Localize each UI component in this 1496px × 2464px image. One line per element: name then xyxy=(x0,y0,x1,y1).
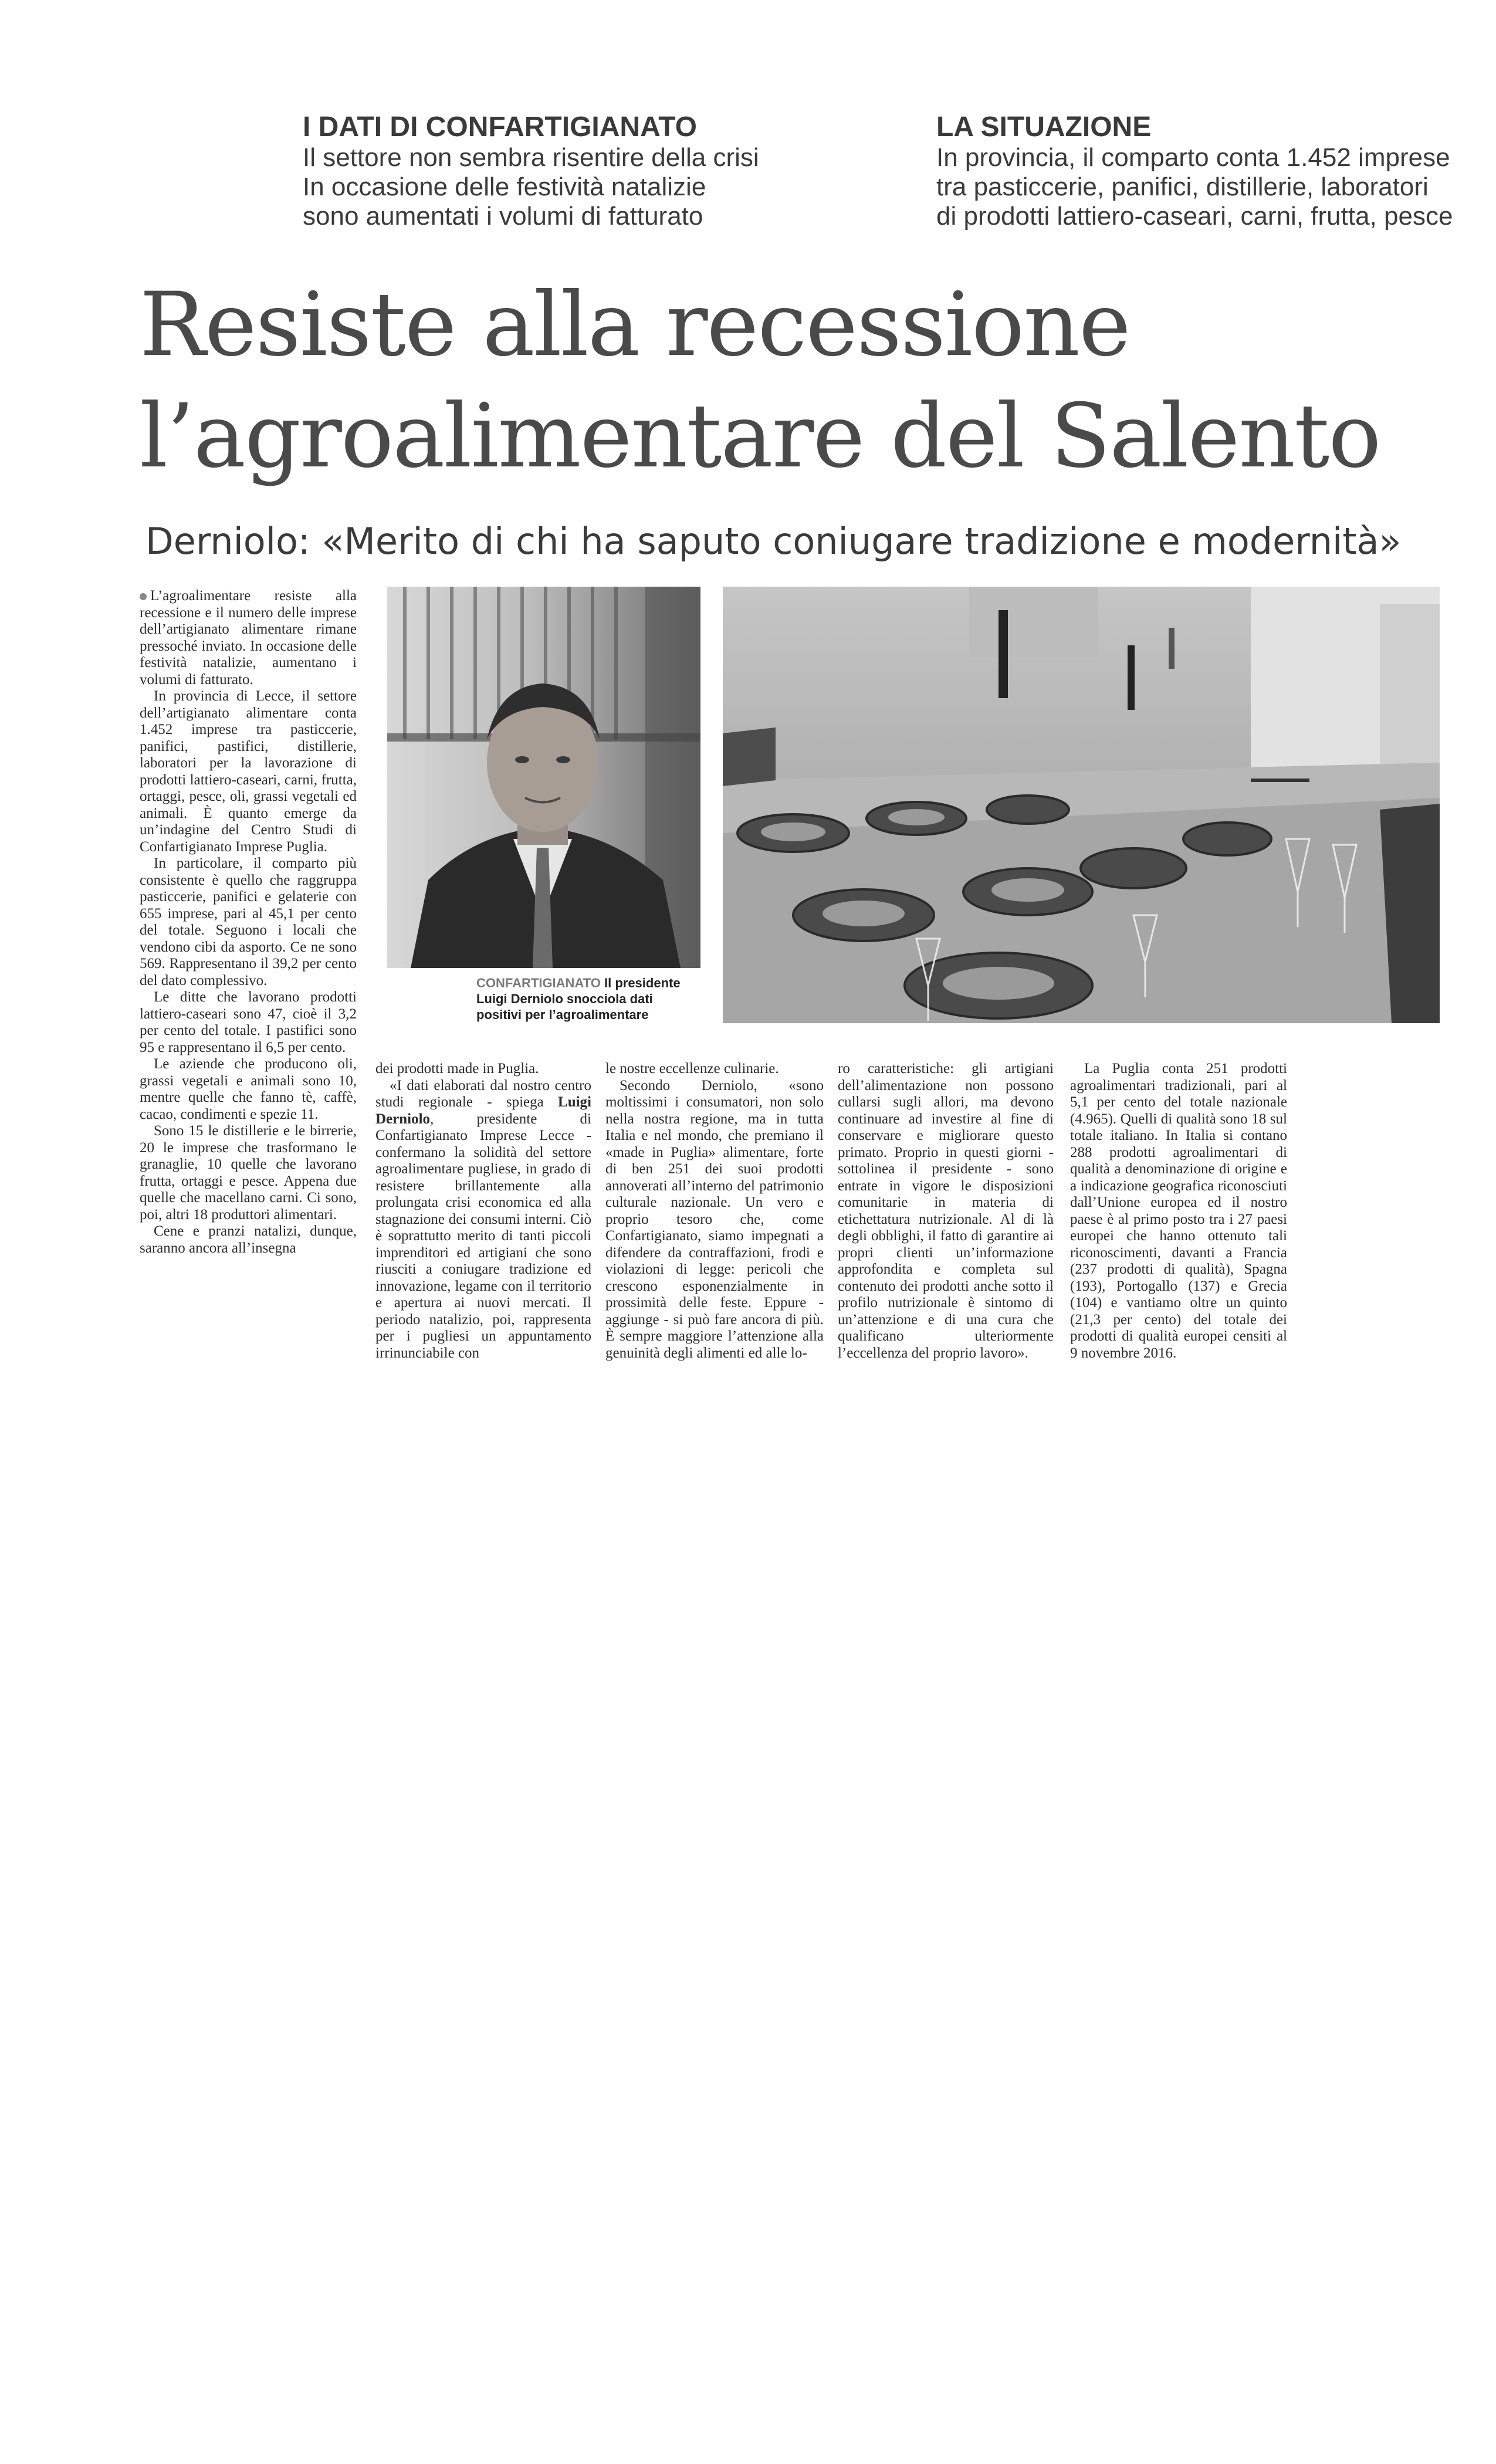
kicker-left-line-2: In occasione delle festività natalizie xyxy=(303,172,706,201)
column-1-paragraph-1: L’agroalimentare resiste alla recessione e il numero delle imprese dell’artigianato alimentare rimane pressoché inviato. In occasione delle festività natalizie, aumentano i volumi di fatturato. xyxy=(140,588,357,688)
column-2 xyxy=(375,1061,591,1362)
kicker-left-title: I DATI DI CONFARTIGIANATO xyxy=(303,111,697,143)
column-2-text-a: «I dati elaborati dal nostro centro studi regionale - spiega xyxy=(375,1077,591,1110)
table-photo xyxy=(723,587,1440,1023)
kicker-right-line-2: tra pasticcerie, panifici, distillerie, laboratori xyxy=(936,172,1429,201)
caption-line-1: Il presidente xyxy=(604,976,681,990)
headline-line-1: Resiste alla recessione xyxy=(140,274,1130,376)
kicker-right xyxy=(936,111,1476,231)
column-1-paragraph-5: Le aziende che producono oli, grassi vegetali e animali sono 10, mentre quelle che fanno tè, caffè, cacao, condimenti e spezie 11. xyxy=(140,1056,357,1122)
bullet-icon xyxy=(140,593,147,600)
column-1-paragraph-7: Cene e pranzi natalizi, dunque, saranno ancora all’insegna xyxy=(140,1223,357,1256)
table-image xyxy=(723,587,1440,1023)
portrait-image xyxy=(387,587,700,968)
kicker-left xyxy=(303,111,796,231)
column-1-paragraph-6: Sono 15 le distillerie e le birrerie, 20 le imprese che trasformano le granaglie, 10 quelle che lavorano frutta, ortaggi e pesce. Appena due quelle che macellano carni. Ci sono, poi, altri 18 produttori alimentari. xyxy=(140,1123,357,1223)
column-3-lead: le nostre eccellenze culinarie. xyxy=(605,1061,779,1077)
caption-line-3: positivi per l’agroalimentare xyxy=(476,1007,649,1022)
kicker-right-line-3: di prodotti lattiero-caseari, carni, frutta, pesce xyxy=(936,202,1453,231)
column-3 xyxy=(605,1061,824,1362)
column-4 xyxy=(838,1061,1054,1362)
caption-tag: CONFARTIGIANATO xyxy=(476,976,601,990)
portrait-photo xyxy=(387,587,700,968)
column-4-paragraph: ro caratteristiche: gli artigiani dell’alimentazione non possono cullarsi sugli allori, ma devono continuare ad investire al fine di conservare e migliorare questo primato. Proprio in questi giorni - sottolinea il presidente - sono entrate in vigore le disposizioni comunitarie in materia di etichettatura nutrizionale. Al di là degli obblighi, il fatto di garantire ai propri clienti un’informazione approfondita e completa sul contenuto dei prodotti anche sotto il profilo nutrizionale è sintomo di un’attenzione e di una cura che qualificano ulteriormente l’eccellenza del proprio lavoro». xyxy=(838,1061,1054,1361)
column-5-paragraph: La Puglia conta 251 prodotti agroalimentari tradizionali, pari al 5,1 per cento del totale nazionale (4.965). Quelli di qualità sono 18 sul totale italiano. In Italia si contano 288 prodotti agroalimentari di qualità a denominazione di origine e a indicazione geografica riconosciuti dall’Unione europea ed il nostro paese è al primo posto tra i 27 paesi europei che hanno ottenuto tali riconoscimenti, davanti a Francia (237 prodotti di qualità), Spagna (193), Portogallo (137) e Grecia (104) e vantiamo oltre un quinto (21,3 per cento) del totale dei prodotti di qualità europei censiti al 9 novembre 2016. xyxy=(1070,1061,1287,1361)
column-1-paragraph-2: In provincia di Lecce, il settore dell’artigianato alimentare conta 1.452 imprese tra pasticcerie, panifici, pastifici, distillerie, laboratori per la lavorazione di prodotti lattiero-caseari, carni, frutta, ortaggi, pesce, oli, grassi vegetali ed animali. È quanto emerge da un’indagine del Centro Studi di Confartigianato Imprese Puglia. xyxy=(140,688,357,855)
column-2-lead: dei prodotti made in Puglia. xyxy=(375,1061,539,1077)
column-1-paragraph-3: In particolare, il comparto più consistente è quello che raggruppa pasticcerie, panifici e gelaterie con 655 imprese, pari al 45,1 per cento del totale. Seguono i locali che vendono cibi da asporto. Ce ne sono 569. Rappresentano il 39,2 per cento del dato complessivo. xyxy=(140,855,357,989)
kicker-left-line-1: Il settore non sembra risentire della crisi xyxy=(303,143,759,172)
photo-caption xyxy=(476,975,699,1023)
column-2-text-b: , presidente di Confartigianato Imprese Lecce - confermano la solidità del settore agroalimentare pugliese, in grado di resistere brillantemente alla prolungata crisi economica ed alla stagnazione dei consumi interni. Ciò è soprattutto merito di tanti piccoli imprenditori ed artigiani che sono riusciti a coniugare tradizione ed innovazione, legame con il territorio e apertura ai nuovi mercati. Il periodo natalizio, poi, rappresenta per i pugliesi un appuntamento irrinunciabile con xyxy=(375,1111,591,1361)
column-1 xyxy=(140,588,357,1257)
subhead: Derniolo: «Merito di chi ha saputo coniugare tradizione e modernità» xyxy=(145,520,1402,563)
kicker-right-title: LA SITUAZIONE xyxy=(936,111,1152,143)
caption-line-2: Luigi Derniolo snocciola dati xyxy=(476,991,653,1006)
column-1-paragraph-4: Le ditte che lavorano prodotti lattiero-caseari sono 47, cioè il 3,2 per cento del totale. I pastifici sono 95 e rappresentano il 6,5 per cento. xyxy=(140,989,357,1055)
column-3-paragraph: Secondo Derniolo, «sono moltissimi i consumatori, non solo nella nostra regione, ma in tutta Italia e nel mondo, che premiano il «made in Puglia» alimentare, forte di ben 251 dei suoi prodotti annoverati all’interno del patrimonio culturale nazionale. Un vero e proprio tesoro che, come Confartigianato, siamo impegnati a difendere da contraffazioni, frodi e violazioni di legge: pericoli che crescono esponenzialmente in prossimità delle feste. Eppure - aggiunge - si può fare ancora di più. È sempre maggiore l’attenzione alla genuinità degli alimenti ed alle lo- xyxy=(605,1077,824,1361)
kicker-left-line-3: sono aumentati i volumi di fatturato xyxy=(303,202,703,231)
column-5 xyxy=(1070,1061,1287,1362)
kicker-right-line-1: In provincia, il comparto conta 1.452 imprese xyxy=(936,143,1450,172)
headline-line-2: l’agroalimentare del Salento xyxy=(140,385,1380,488)
column-2-name: Luigi Derniolo xyxy=(375,1094,591,1127)
